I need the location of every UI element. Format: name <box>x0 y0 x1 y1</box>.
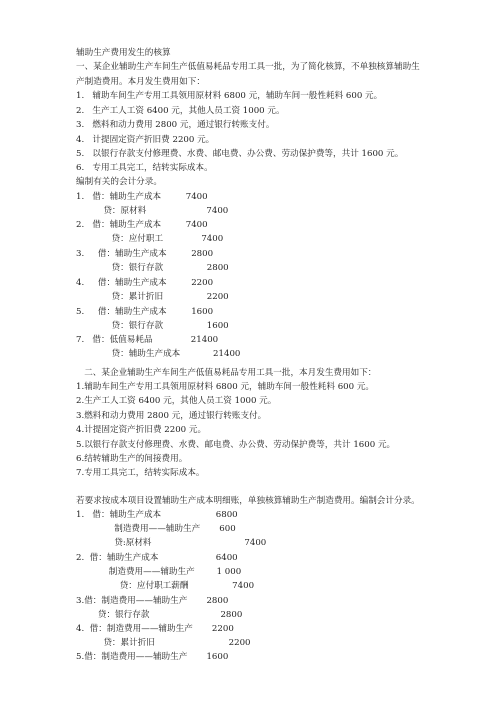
text-line: 2.生产工人工资 6400 元，其他人员工资 1000 元。 <box>76 396 277 406</box>
text-line: 1. 辅助车间生产专用工具领用原材料 6800 元，辅助车间一般性耗料 600 元。 <box>76 91 383 101</box>
text-line: 6.结转辅助生产的间接费用。 <box>76 454 188 464</box>
text-line: 7.专用工具完工，结转实际成本。 <box>76 468 205 478</box>
text-line: 贷：银行存款 2800 <box>76 263 229 273</box>
text-line: 4. 借：制造费用——辅助生产 2200 <box>76 624 234 634</box>
text-line: 2. 借：辅助生产成本 6400 <box>76 553 238 563</box>
text-line: 1. 借：辅助生产成本 7400 <box>76 192 208 202</box>
text-line: 编制有关的会计分录。 <box>76 177 162 187</box>
text-line: 1. 借：辅助生产成本 6800 <box>76 510 238 520</box>
text-line: 5.以银行存款支付修理费、水费、邮电费、办公费、劳动保护费等，共计 1600 元。 <box>76 440 396 450</box>
text-line: 贷：累计折旧 2200 <box>76 292 229 302</box>
text-line: 1.辅助车间生产专用工具领用原材料 6800 元，辅助车间一般性耗料 600 元。 <box>76 382 375 392</box>
text-line: 制造费用——辅助生产 1 000 <box>76 567 242 577</box>
text-line: 2. 生产工人工资 6400 元，其他人员工资 1000 元。 <box>76 106 285 116</box>
text-line: 4. 计提固定资产折旧费 2200 元。 <box>76 135 215 145</box>
text-line: 6. 专用工具完工，结转实际成本。 <box>76 163 213 173</box>
text-line: 4. 借：辅助生产成本 2200 <box>76 278 214 288</box>
text-line: 4.计提固定资产折旧费 2200 元。 <box>76 425 207 435</box>
text-line: 7. 借：低值易耗品 21400 <box>76 335 219 345</box>
text-line: 5.借：制造费用——辅助生产 1600 <box>76 652 229 662</box>
text-line: 贷:原材料 7400 <box>76 538 267 548</box>
text-line: 5. 借：辅助生产成本 1600 <box>76 307 214 317</box>
text-line: 贷：应付职工 7400 <box>76 234 224 244</box>
text-line: 二、某企业辅助生产车间生产低值易耗品专用工具一批，本月发生费用如下： <box>76 368 377 378</box>
text-line: 贷：应付职工薪酬 7400 <box>76 581 255 591</box>
text-line: 3.燃料和动力费用 2800 元，通过银行转账支付。 <box>76 411 267 421</box>
text-line: 贷：累计折旧 2200 <box>76 638 251 648</box>
text-line: 制造费用——辅助生产 600 <box>76 524 236 534</box>
text-line: 辅助生产费用发生的核算 <box>76 48 171 58</box>
text-line: 3. 借：辅助生产成本 2800 <box>76 249 214 259</box>
text-line: 2. 借：辅助生产成本 7400 <box>76 220 208 230</box>
text-line: 若要求按成本项目设置辅助生产成本明细账，单独核算辅助生产制造费用。编制会计分录。 <box>76 496 420 506</box>
text-line: 3.借：制造费用——辅助生产 2800 <box>76 596 229 606</box>
text-line: 贷：辅助生产成本 21400 <box>76 349 241 359</box>
text-line: 产制造费用。本月发生费用如下： <box>76 77 205 87</box>
text-line: 3. 燃料和动力费用 2800 元，通过银行转账支付。 <box>76 120 275 130</box>
text-line: 5. 以银行存款支付修理费、水费、邮电费、办公费、劳动保护费等，共计 1600 元。 <box>76 149 404 159</box>
text-line: 贷：银行存款 1600 <box>76 321 229 331</box>
text-line: 一、某企业辅助生产车间生产低值易耗品专用工具一批，为了简化核算，不单独核算辅助生 <box>76 62 420 72</box>
text-line: 贷：银行存款 2800 <box>76 610 243 620</box>
text-line: 贷：原材料 7400 <box>76 206 229 216</box>
